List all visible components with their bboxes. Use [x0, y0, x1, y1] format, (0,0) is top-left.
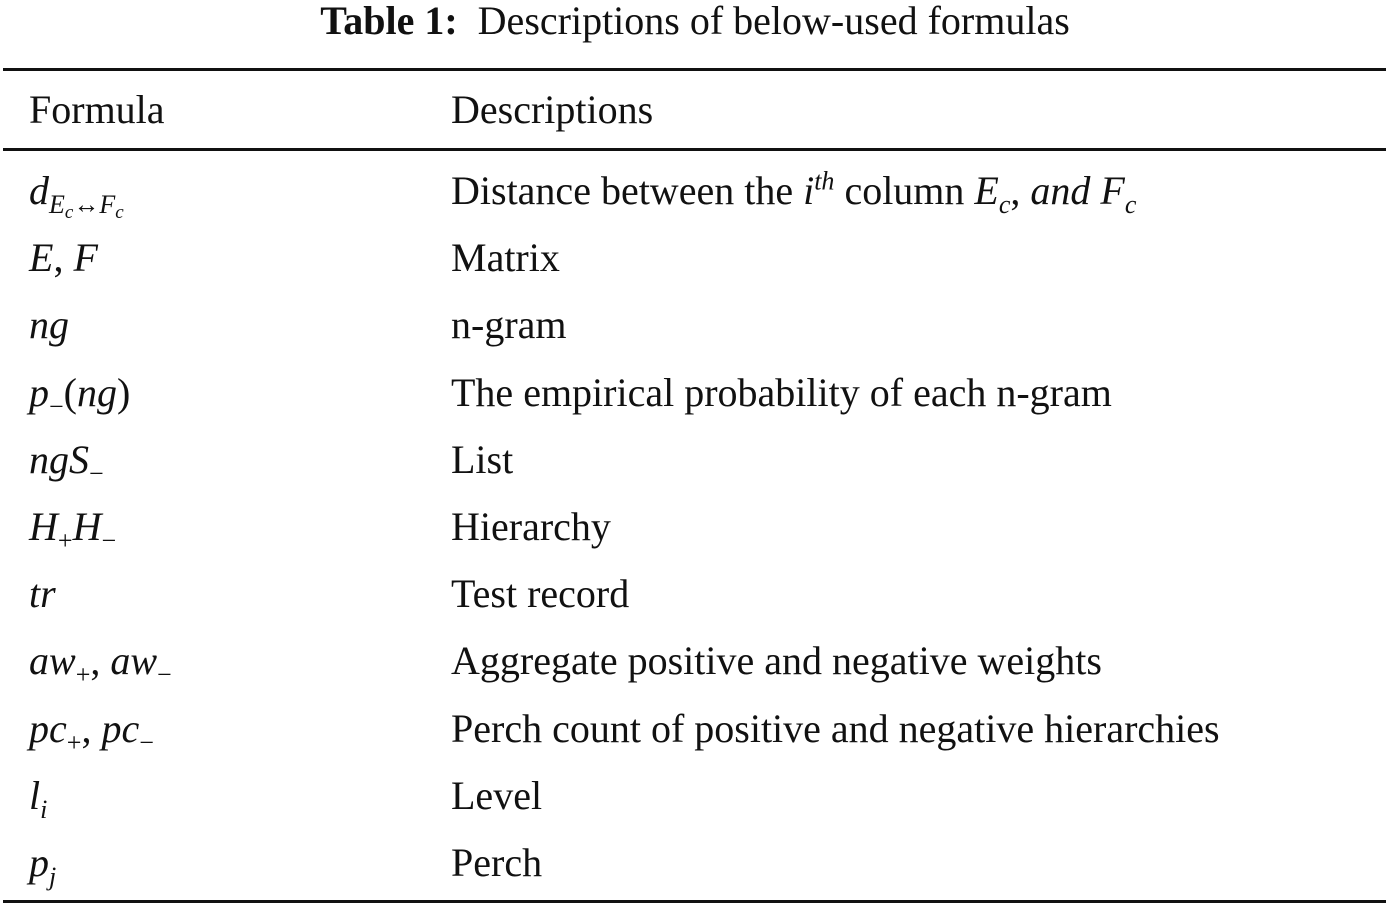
table-row: [0, 364, 1390, 431]
table-row: [0, 431, 1390, 498]
description-cell: n-gram: [451, 302, 567, 348]
formula-cell: $pc_+$, $pc_-$: [29, 705, 154, 757]
description-cell: Level: [451, 772, 543, 818]
table-row: [0, 229, 1390, 296]
description-cell: Perch: [451, 839, 543, 885]
table-top-rule: [3, 68, 1386, 71]
description-cell: Aggregate positive and negative weights: [451, 638, 1102, 684]
formula-cell: ng: [29, 302, 69, 348]
table-header-rule: [3, 148, 1386, 151]
table-row: [0, 700, 1390, 767]
table-bottom-rule: [3, 900, 1386, 903]
description-cell: Matrix: [451, 235, 560, 281]
table-caption-text: Descriptions of below-used formulas: [477, 0, 1070, 43]
table-body: [0, 162, 1390, 901]
description-cell: Distance between the $i^{th}$ column $E_c$, and $F_c$: [451, 166, 1137, 220]
formula-cell: $aw_+$, $aw_-$: [29, 638, 172, 690]
formula-cell: E, F: [29, 235, 98, 281]
table-row: [0, 767, 1390, 834]
description-cell: The empirical probability of each n-gram: [451, 369, 1112, 415]
formula-cell: tr: [29, 571, 56, 617]
table-row: [0, 498, 1390, 565]
description-cell: Test record: [451, 571, 630, 617]
table-caption-label: Table 1:: [320, 0, 458, 43]
formula-cell: $l_i$: [29, 772, 48, 824]
formula-cell: ngS$_-$: [29, 436, 104, 488]
formula-cell: $H_+H_-$: [29, 503, 117, 556]
table-row: [0, 834, 1390, 901]
description-cell: List: [451, 436, 514, 482]
description-cell: Perch count of positive and negative hierarchies: [451, 705, 1220, 751]
table-row: [0, 565, 1390, 632]
description-cell: Hierarchy: [451, 503, 611, 549]
formula-cell: $p_-(ng)$: [29, 369, 131, 421]
table-row: [0, 296, 1390, 363]
table-header-row: [0, 84, 1390, 136]
table-row: [0, 162, 1390, 229]
header-formula: Formula: [29, 87, 165, 132]
table-row: [0, 632, 1390, 699]
table-caption: [0, 0, 1390, 44]
formula-cell: $p_j$: [29, 839, 57, 891]
formula-cell: $d_{E_c\leftrightarrow F_c}$: [29, 168, 124, 223]
header-descriptions: Descriptions: [451, 87, 654, 132]
